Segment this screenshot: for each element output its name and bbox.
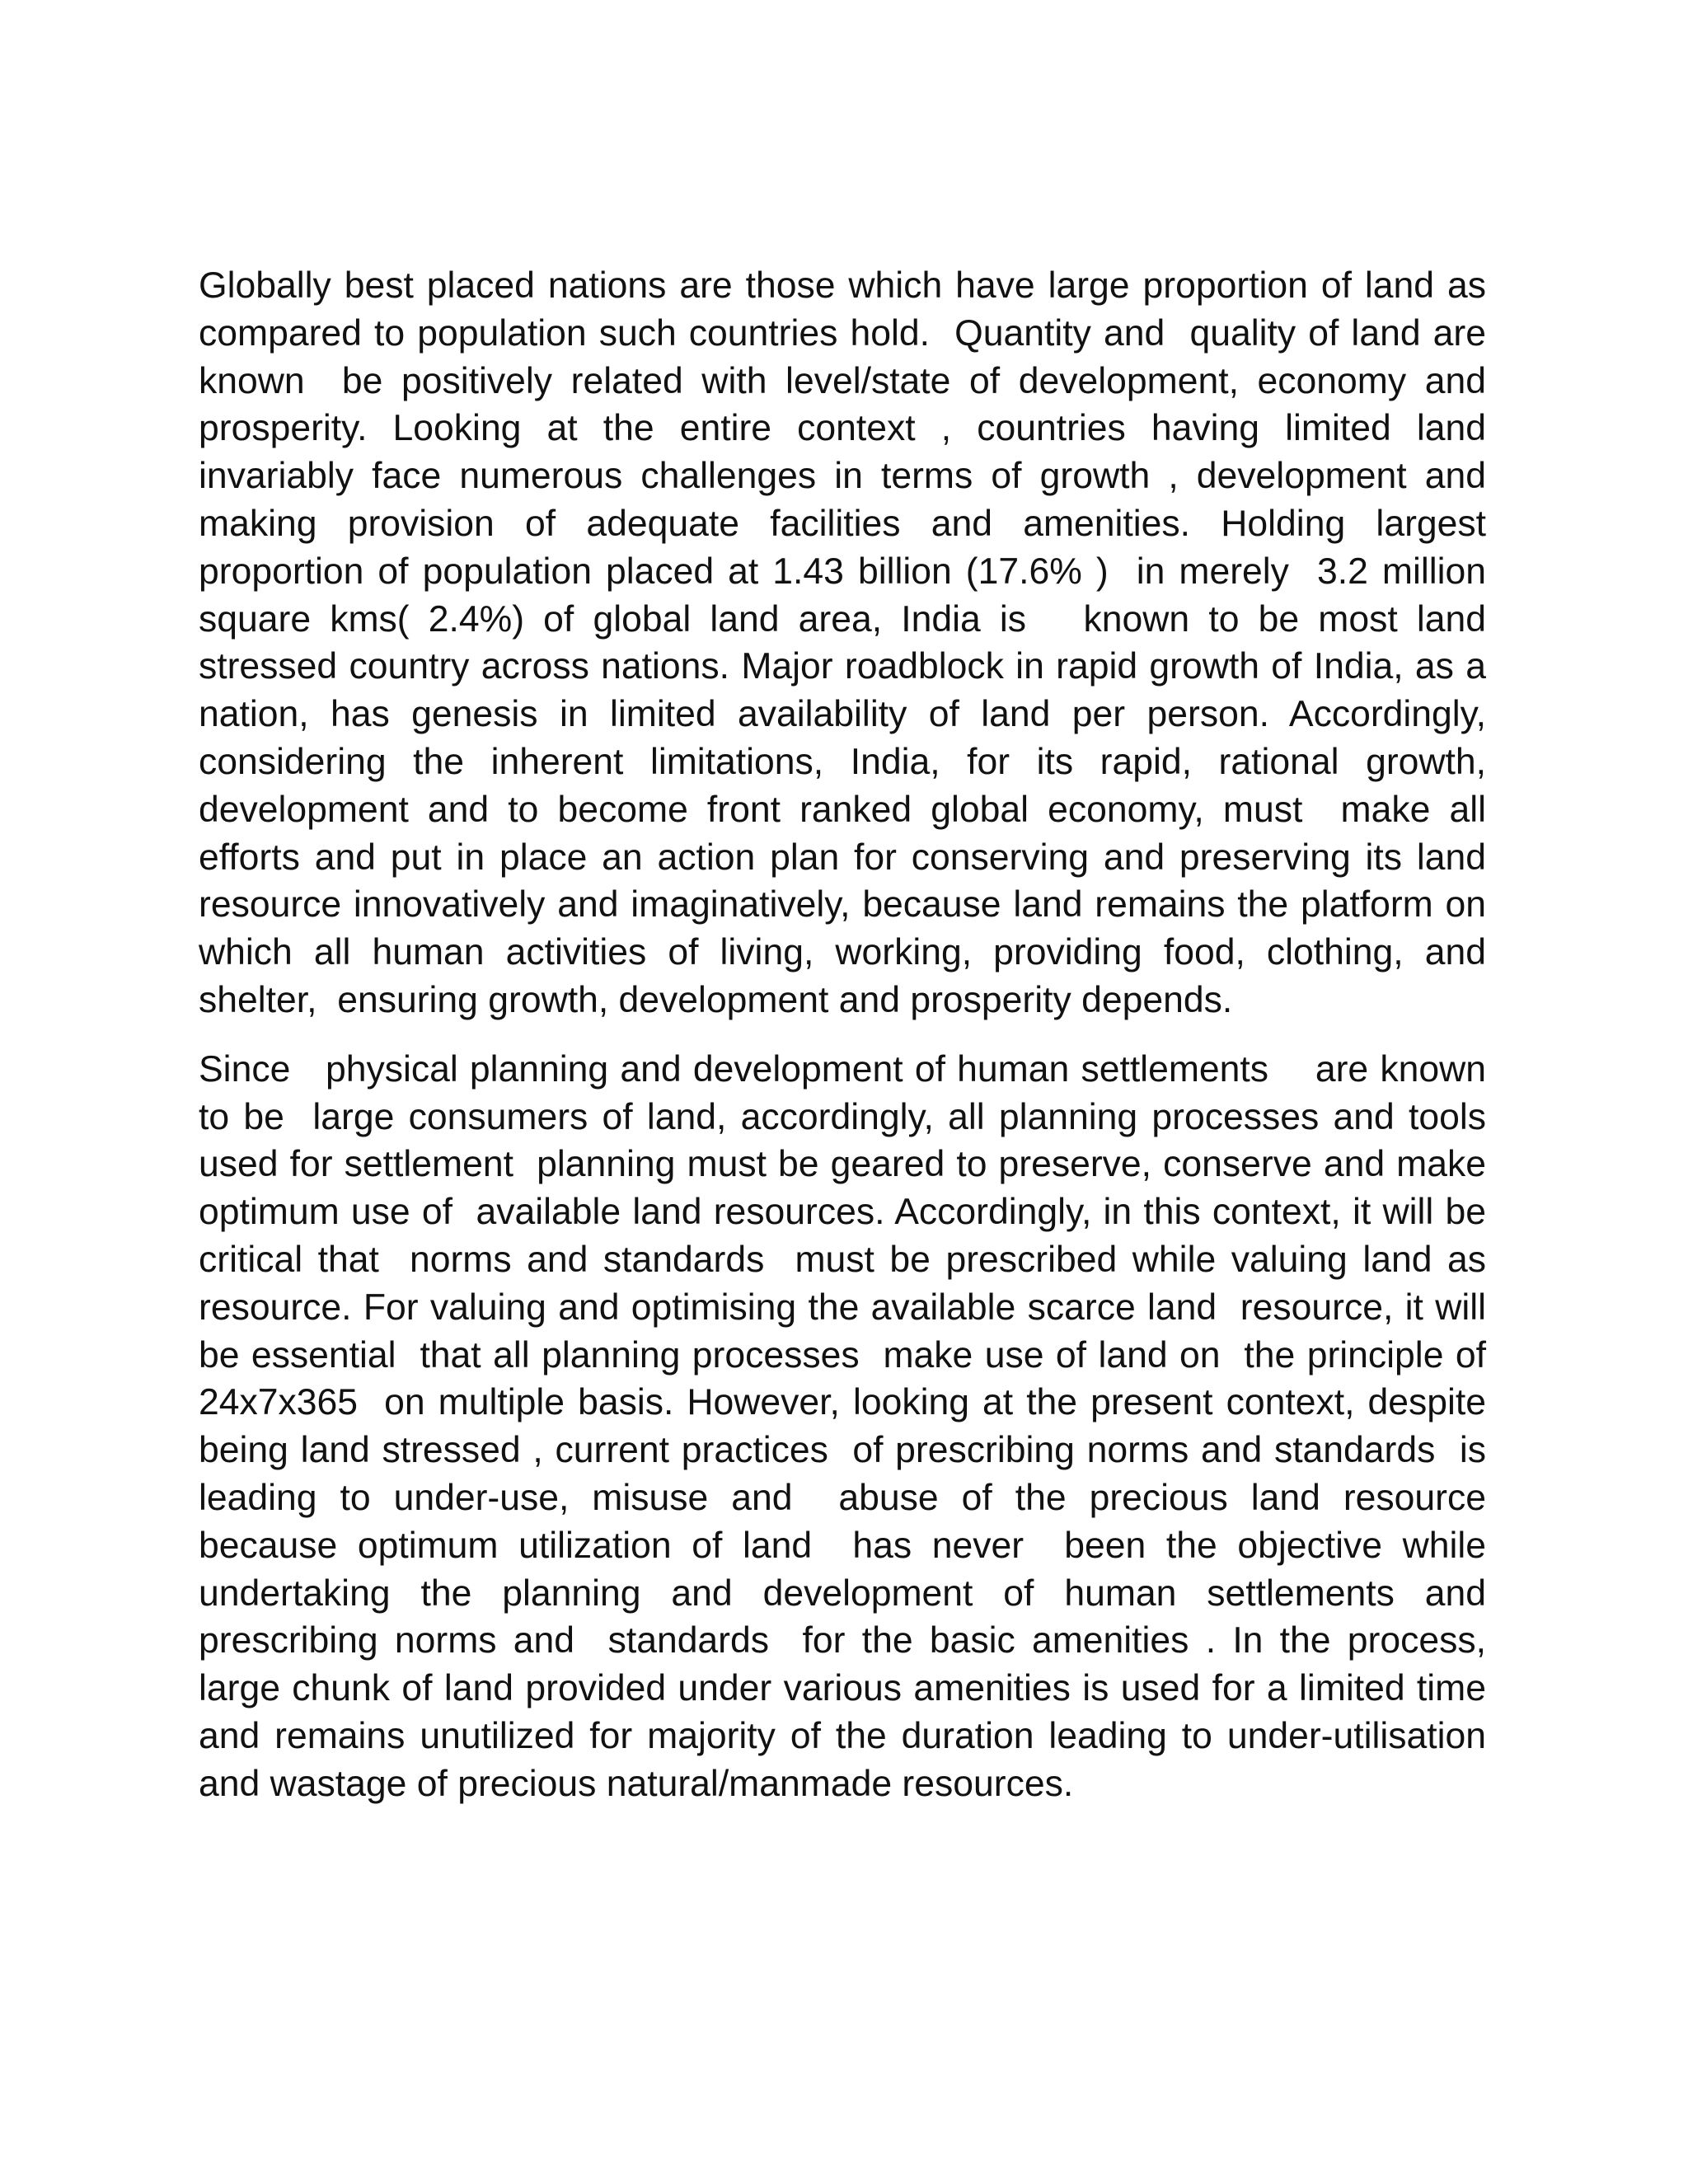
- paragraph-physical-planning: Since physical planning and development of human settlements are known to be large consumers of land, accordingly, all planning processes and tools used for settlement planning must be geared to preserve, conserve and make optimum use of available land resources. Accordingly, in this context, it will be critical that norms and standards must be prescribed while valuing land as resource. For valuing and optimising the available scarce land resource, it will be essential that all planning processes make use of land on the principle of 24x7x365 on multiple basis. However, looking at the present context, despite being land stressed , current practices of prescribing norms and standards is leading to under-use, misuse and abuse of the precious land resource because optimum utilization of land has never been the objective while undertaking the planning and development of human settlements and prescribing norms and standards for the basic amenities . In the process, large chunk of land provided under various amenities is used for a limited time and remains unutilized for majority of the duration leading to under-utilisation and wastage of precious natural/manmade resources.: [199, 1048, 1497, 1804]
- paragraph-land-proportion: Globally best placed nations are those which have large proportion of land as compared to population such countries hold. Quantity and quality of land are known be positively related with level/state of development, economy and prosperity. Looking at the entire context , countries having limited land invariably face numerous challenges in terms of growth , development and making provision of adequate facilities and amenities. Holding largest proportion of population placed at 1.43 billion (17.6% ) in merely 3.2 million square kms( 2.4%) of global land area, India is known to be most land stressed country across nations. Major roadblock in rapid growth of India, as a nation, has genesis in limited availability of land per person. Accordingly, considering the inherent limitations, India, for its rapid, rational growth, development and to become front ranked global economy, must make all efforts and put in place an action plan for conserving and preserving its land resource innovatively and imaginatively, because land remains the platform on which all human activities of living, working, providing food, clothing, and shelter, ensuring growth, development and prosperity depends.: [199, 265, 1507, 1020]
- body-text: [199, 262, 1507, 1808]
